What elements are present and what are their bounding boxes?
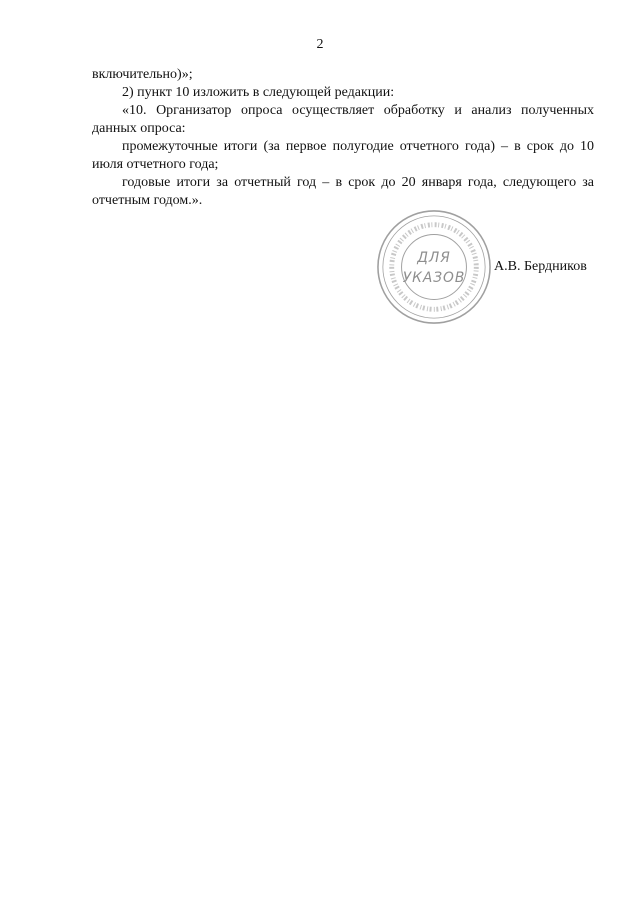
stamp-line-1: ДЛЯ	[417, 250, 451, 267]
signer-name: А.В. Бердников	[494, 259, 587, 274]
paragraph-continuation: включительно)»;	[92, 67, 193, 82]
seal-stamp	[375, 208, 493, 326]
paragraph-item-2: 2) пункт 10 изложить в следующей редакции:	[122, 85, 395, 100]
page-number: 2	[316, 37, 324, 52]
paragraph-clause-10: «10. Организатор опроса осуществляет обработку и анализ полученных данных опроса:	[92, 103, 594, 136]
paragraph-interim-results: промежуточные итоги (за первое полугодие отчетного года) – в срок до 10 июля отчетного года;	[92, 139, 594, 172]
stamp-line-2: УКАЗОВ	[402, 269, 466, 286]
document-body	[92, 66, 594, 210]
paragraph-annual-results: годовые итоги за отчетный год – в срок до 20 января года, следующего за отчетным годом.».	[92, 175, 594, 208]
